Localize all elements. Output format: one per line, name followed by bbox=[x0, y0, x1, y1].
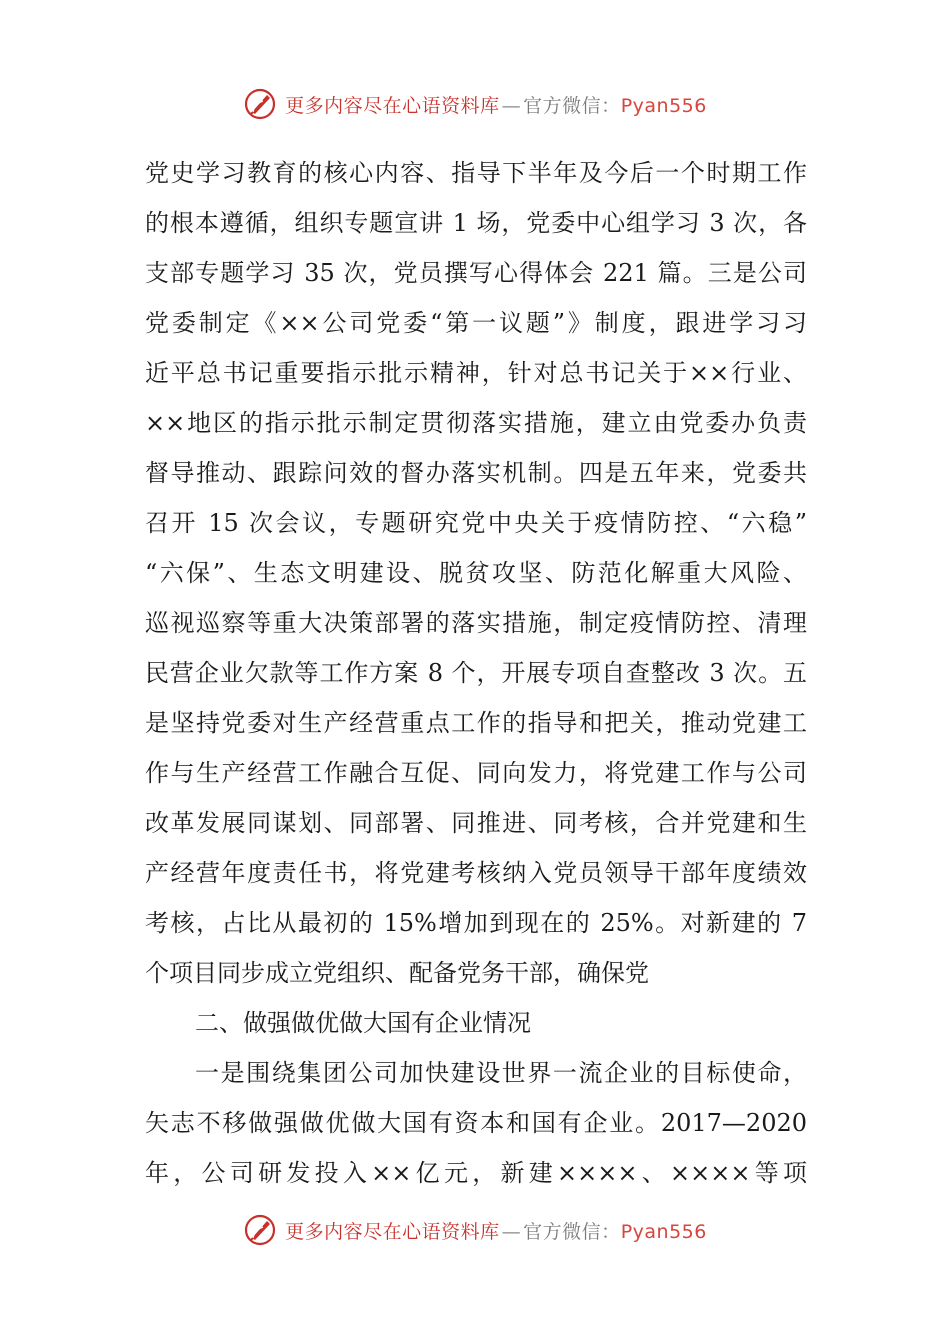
header-banner bbox=[0, 84, 950, 124]
text-line: “六保”、生态文明建设、脱贫攻坚、防范化解重大风险、 bbox=[145, 559, 807, 587]
banner-main-text: 更多内容尽在心语资料库 bbox=[285, 1220, 500, 1243]
paragraph-party-building bbox=[145, 148, 807, 998]
text-line: 党委制定《××公司党委“第一议题”》制度，跟进学习习 bbox=[145, 309, 807, 337]
text-line: 一是围绕集团公司加快建设世界一流企业的目标使命， bbox=[195, 1059, 807, 1087]
banner-text bbox=[285, 91, 707, 118]
text-line: 改革发展同谋划、同部署、同推进、同考核，合并党建和生 bbox=[145, 809, 807, 837]
banner-main-text: 更多内容尽在心语资料库 bbox=[285, 94, 500, 117]
text-line: 作与生产经营工作融合互促、同向发力，将党建工作与公司 bbox=[145, 759, 807, 787]
text-line: 召开 15 次会议，专题研究党中央关于疫情防控、“六稳” bbox=[145, 509, 807, 537]
text-line: 个项目同步成立党组织、配备党务干部，确保党 bbox=[145, 959, 649, 987]
text-line: 近平总书记重要指示批示精神，针对总书记关于××行业、 bbox=[145, 359, 807, 387]
document-body bbox=[145, 148, 807, 1198]
text-line: 党史学习教育的核心内容、指导下半年及今后一个时期工作 bbox=[145, 159, 807, 187]
banner-wechat-label: 官方微信： bbox=[523, 1220, 621, 1243]
quill-logo-icon bbox=[243, 1213, 277, 1247]
text-line: 考核，占比从最初的 15%增加到现在的 25%。对新建的 7 bbox=[145, 909, 807, 937]
text-line: 矢志不移做强做优做大国有资本和国有企业。2017—2020 bbox=[145, 1109, 807, 1137]
text-line: 督导推动、跟踪问效的督办落实机制。四是五年来，党委共 bbox=[145, 459, 807, 487]
text-line: 产经营年度责任书，将党建考核纳入党员领导干部年度绩效 bbox=[145, 859, 807, 887]
banner-separator: — bbox=[501, 1220, 522, 1243]
text-line: 民营企业欠款等工作方案 8 个，开展专项自查整改 3 次。五 bbox=[145, 659, 807, 687]
banner-wechat-handle: Pyan556 bbox=[620, 1220, 707, 1243]
text-line: 支部专题学习 35 次，党员撰写心得体会 221 篇。三是公司 bbox=[145, 259, 807, 287]
banner-wechat-handle: Pyan556 bbox=[620, 94, 707, 117]
text-line: 年，公司研发投入××亿元，新建××××、××××等项 bbox=[145, 1159, 807, 1187]
banner-wechat-label: 官方微信： bbox=[523, 94, 621, 117]
quill-logo-icon bbox=[243, 87, 277, 121]
text-line: 巡视巡察等重大决策部署的落实措施，制定疫情防控、清理 bbox=[145, 609, 807, 637]
paragraph-state-enterprise bbox=[145, 1048, 807, 1198]
text-line: ××地区的指示批示制定贯彻落实措施，建立由党委办负责 bbox=[145, 409, 807, 437]
banner-text bbox=[285, 1217, 707, 1244]
footer-banner bbox=[0, 1210, 950, 1250]
text-line: 的根本遵循，组织专题宣讲 1 场，党委中心组学习 3 次，各 bbox=[145, 209, 807, 237]
banner-separator: — bbox=[501, 94, 522, 117]
section-heading: 二、做强做优做大国有企业情况 bbox=[195, 1009, 531, 1037]
text-line: 是坚持党委对生产经营重点工作的指导和把关，推动党建工 bbox=[145, 709, 807, 737]
